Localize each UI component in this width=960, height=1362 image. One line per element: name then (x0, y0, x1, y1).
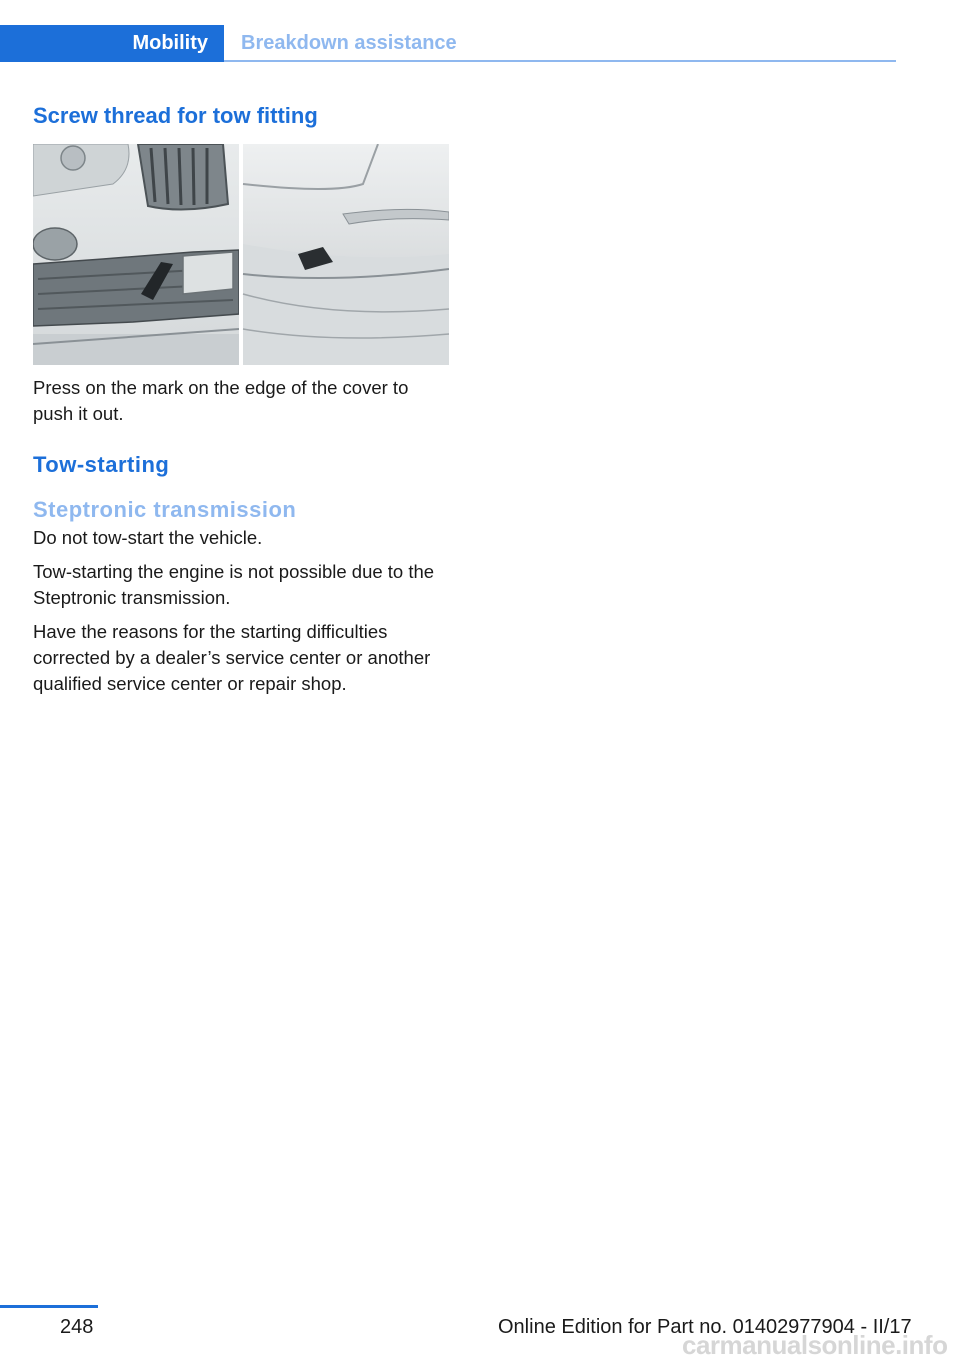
section-title: Screw thread for tow fitting (33, 103, 318, 128)
main-content (33, 100, 449, 697)
edition-note: Online Edition for Part no. 01402977904 - II/17 (498, 1316, 912, 1338)
paragraph-1: Do not tow-start the vehicle. (33, 527, 263, 548)
figure-caption: Press on the mark on the edge of the cover to push it out. (33, 377, 409, 424)
page-header (0, 0, 896, 62)
paragraph-2: Tow-starting the engine is not possible due to the Steptronic transmission. (33, 561, 435, 608)
page-number: 248 (60, 1316, 94, 1338)
header-section-label: Mobility (0, 25, 224, 62)
footer-divider (0, 1305, 98, 1308)
tow-starting-heading: Tow-starting (33, 452, 170, 477)
steptronic-heading: Steptronic transmission (33, 497, 297, 522)
paragraph-3: Have the reasons for the starting difficulties corrected by a dealer’s service center or another qualified service center or repair shop. (33, 621, 431, 694)
header-chapter-label: Breakdown assistance (241, 32, 457, 54)
watermark: carmanualsonline.info (682, 1330, 948, 1360)
header-divider (224, 60, 896, 62)
tow-fitting-illustration (33, 144, 449, 365)
